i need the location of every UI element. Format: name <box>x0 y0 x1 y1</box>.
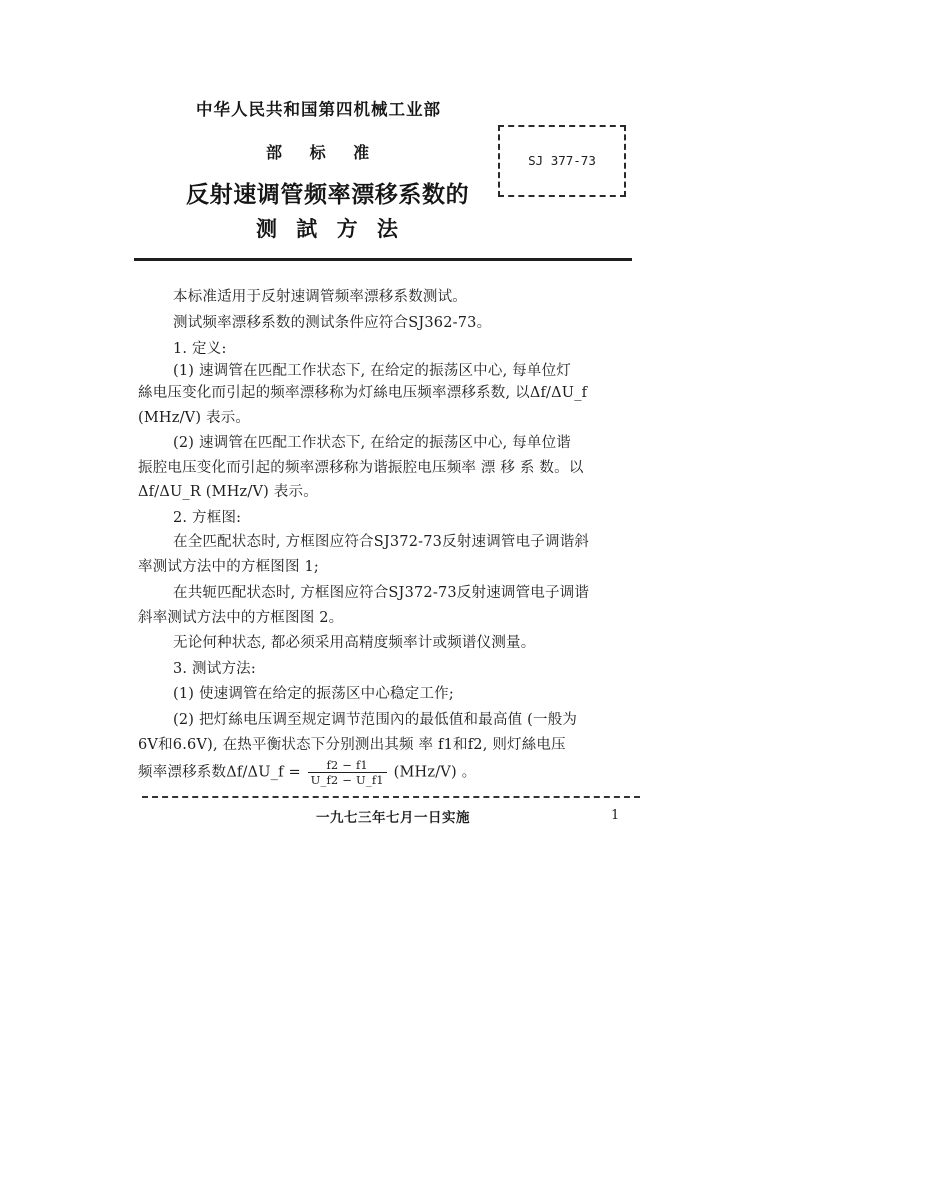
measurement-instrument-note: 无论何种状态, 都必须采用高精度频率计或频谱仪测量。 <box>173 635 536 651</box>
block-diagram-conjugate-line2: 斜率测试方法中的方框图图 2。 <box>138 610 344 626</box>
document-title-line1: 反射速调管频率漂移系数的 <box>186 182 470 208</box>
issuing-ministry: 中华人民共和国第四机械工业部 <box>196 100 441 119</box>
formula-numerator: f2 − f1 <box>308 758 387 773</box>
scope-paragraph: 本标准适用于反射速调管频率漂移系数测试。 <box>173 289 467 305</box>
test-conditions-paragraph: 测试频率漂移系数的测试条件应符合SJ362-73。 <box>173 315 492 331</box>
section-2-heading: 2. 方框图: <box>173 510 242 526</box>
block-diagram-full-match-line1: 在全匹配状态时, 方框图应符合SJ372-73反射速调管电子调谐斜 <box>173 534 590 550</box>
formula-fraction <box>308 758 387 787</box>
definition-1-line2: 絲电压变化而引起的频率漂移称为灯絲电压频率漂移系数, 以Δf/ΔU_f <box>138 385 588 401</box>
formula-prefix: 频率漂移系数Δf/ΔU_f = <box>138 764 301 781</box>
effective-date: 一九七三年七月一日实施 <box>316 810 470 826</box>
definition-2-line2: 振腔电压变化而引起的频率漂移称为谐振腔电压频率 漂 移 系 数。以 <box>138 460 584 476</box>
document-title-line2: 测 試 方 法 <box>256 217 404 241</box>
method-step-2-line1: (2) 把灯絲电压调至规定调节范围內的最低值和最高值 (一般为 <box>173 712 578 728</box>
section-1-heading: 1. 定义: <box>173 341 227 357</box>
section-3-heading: 3. 测试方法: <box>173 661 256 677</box>
definition-1-line1: (1) 速调管在匹配工作状态下, 在给定的振荡区中心, 每单位灯 <box>173 363 571 379</box>
definition-2-line1: (2) 速调管在匹配工作状态下, 在给定的振荡区中心, 每单位谐 <box>173 435 571 451</box>
header-divider <box>134 258 632 261</box>
method-step-1: (1) 使速调管在给定的振荡区中心稳定工作; <box>173 686 454 702</box>
block-diagram-conjugate-line1: 在共轭匹配状态时, 方框图应符合SJ372-73反射速调管电子调谐 <box>173 585 590 601</box>
page-number: 1 <box>611 808 620 823</box>
formula-denominator: U_f2 − U_f1 <box>310 773 384 787</box>
block-diagram-full-match-line2: 率测试方法中的方框图图 1; <box>138 559 320 575</box>
footer-divider <box>142 796 640 798</box>
definition-1-line3: (MHz/V) 表示。 <box>138 410 251 426</box>
method-step-2-line2: 6V和6.6V), 在热平衡状态下分别测出其频 率 f1和f2, 则灯絲电压 <box>138 737 566 753</box>
standard-category: 部 标 准 <box>266 143 370 162</box>
standard-code-box <box>498 125 626 197</box>
definition-2-line3: Δf/ΔU_R (MHz/V) 表示。 <box>138 484 318 500</box>
formula-suffix: (MHz/V) 。 <box>393 764 477 781</box>
standard-code: SJ 377-73 <box>528 153 596 168</box>
formula-line <box>138 758 476 787</box>
